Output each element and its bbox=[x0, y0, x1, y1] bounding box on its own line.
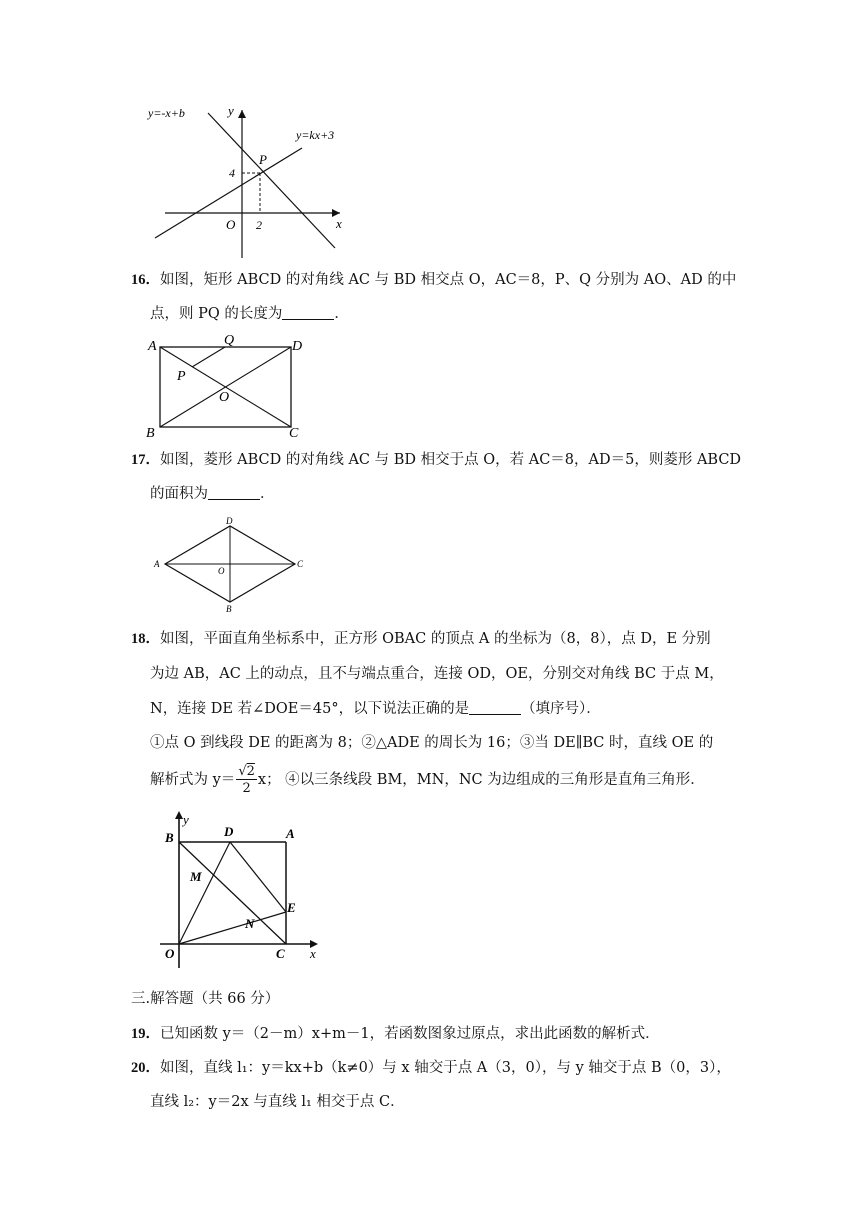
q18-text-line5-post: x； ④以三条线段 BM，MN，NC 为边组成的三角形是直角三角形． bbox=[257, 772, 705, 788]
label-b: B bbox=[146, 426, 155, 440]
sqrt-symbol-icon: √ bbox=[238, 764, 247, 779]
q18-number: 18． bbox=[131, 631, 160, 647]
q18-text-line3-pre: N，连接 DE 若∠DOE＝45°，以下说法正确的是 bbox=[150, 701, 470, 717]
segment-od bbox=[179, 842, 230, 944]
label-d: D bbox=[224, 824, 234, 839]
q19-line bbox=[131, 1024, 660, 1044]
segment-pq bbox=[192, 347, 225, 367]
q17-text-line2-post: ． bbox=[260, 486, 275, 502]
label-c: C bbox=[276, 946, 285, 961]
q16-answer-blank bbox=[282, 305, 334, 320]
q16-text-line2-pre: 点，则 PQ 的长度为 bbox=[150, 306, 283, 322]
q18-text-line3-post: （填序号）． bbox=[521, 701, 601, 717]
label-a: A bbox=[154, 559, 160, 569]
figure-q15-graph bbox=[140, 98, 360, 263]
q18-text-line5-pre: 解析式为 y＝ bbox=[150, 772, 236, 788]
y-axis-arrow-icon bbox=[175, 811, 183, 819]
label-b: B bbox=[226, 604, 232, 614]
q19-number: 19． bbox=[131, 1026, 160, 1042]
label-a: A bbox=[148, 339, 157, 354]
fraction-numerator: 2 bbox=[246, 764, 255, 779]
label-d: D bbox=[292, 339, 303, 354]
q18-line5 bbox=[150, 762, 705, 798]
q19-text: 已知函数 y＝（2－m）x+m－1，若函数图象过原点，求出此函数的解析式． bbox=[160, 1026, 660, 1042]
q17-line1 bbox=[131, 450, 741, 470]
label-point-p: P bbox=[259, 152, 267, 167]
section3-title: 三.解答题（共 66 分） bbox=[131, 991, 280, 1007]
q20-line2: 直线 l₂：y＝2x 与直线 l₁ 相交于点 C． bbox=[150, 1094, 405, 1110]
q17-text-line1: 如图，菱形 ABCD 的对角线 AC 与 BD 相交于点 O，若 AC＝8，AD＝5，则菱形 ABCD bbox=[160, 452, 742, 468]
label-c: C bbox=[297, 559, 304, 569]
figure-q18-square bbox=[150, 808, 330, 976]
label-o: O bbox=[165, 946, 175, 961]
label-d: D bbox=[226, 516, 233, 526]
label-a: A bbox=[286, 826, 295, 841]
label-y-axis: y bbox=[228, 103, 234, 118]
q18-line4: ①点 O 到线段 DE 的距离为 8；②△ADE 的周长为 16；③当 DE∥BC 时，直线 OE 的 bbox=[150, 735, 714, 751]
q18-line3 bbox=[150, 699, 601, 719]
q20-number: 20． bbox=[131, 1060, 160, 1076]
label-m: M bbox=[190, 869, 202, 884]
q17-text-line2-pre: 的面积为 bbox=[150, 486, 208, 502]
q16-line2 bbox=[150, 304, 349, 324]
label-line1: y=-x+b bbox=[148, 106, 185, 120]
label-n: N bbox=[245, 916, 255, 931]
q16-number: 16． bbox=[131, 272, 160, 288]
fraction-denominator: 2 bbox=[242, 781, 251, 796]
q18-line2: 为边 AB，AC 上的动点，且不与端点重合，连接 OD，OE，分别交对角线 BC 于点 M， bbox=[150, 666, 724, 682]
label-q: Q bbox=[224, 333, 235, 348]
figure-q17-rhombus bbox=[150, 514, 310, 616]
label-value-2: 2 bbox=[256, 218, 262, 232]
sqrt2-over-2-fraction bbox=[236, 765, 257, 795]
q16-text-line2-post: ． bbox=[334, 306, 349, 322]
diagonal-bc bbox=[179, 842, 286, 944]
q18-line1 bbox=[131, 629, 711, 649]
q17-line2 bbox=[150, 484, 275, 504]
q16-line1 bbox=[131, 270, 736, 290]
label-x-axis: x bbox=[336, 216, 342, 231]
q17-answer-blank bbox=[208, 485, 260, 500]
label-line2: y=kx+3 bbox=[296, 128, 335, 142]
label-x-axis: x bbox=[310, 946, 316, 961]
label-b: B bbox=[165, 830, 174, 845]
figure-q16-rectangle bbox=[140, 330, 315, 440]
segment-de bbox=[230, 842, 286, 912]
q20-line1 bbox=[131, 1058, 731, 1078]
q17-number: 17． bbox=[131, 452, 160, 468]
label-p: P bbox=[177, 369, 186, 384]
q18-text-line1: 如图，平面直角坐标系中，正方形 OBAC 的顶点 A 的坐标为（8，8），点 D，E 分别 bbox=[160, 631, 711, 647]
label-e: E bbox=[287, 900, 296, 915]
label-c: C bbox=[289, 426, 299, 440]
q18-answer-blank bbox=[469, 700, 521, 715]
label-y-axis: y bbox=[183, 812, 189, 827]
label-o: O bbox=[219, 390, 230, 405]
label-origin: O bbox=[226, 217, 236, 232]
q20-text-line1: 如图，直线 l₁：y＝kx+b（k≠0）与 x 轴交于点 A（3，0），与 y 轴交于点 B（0，3）， bbox=[160, 1060, 731, 1076]
y-axis-arrow-icon bbox=[238, 110, 246, 118]
q16-text-line1: 如图，矩形 ABCD 的对角线 AC 与 BD 相交点 O，AC＝8，P、Q 分别为 AO、AD 的中 bbox=[160, 272, 737, 288]
label-value-4: 4 bbox=[229, 166, 235, 180]
label-o: O bbox=[218, 566, 225, 576]
